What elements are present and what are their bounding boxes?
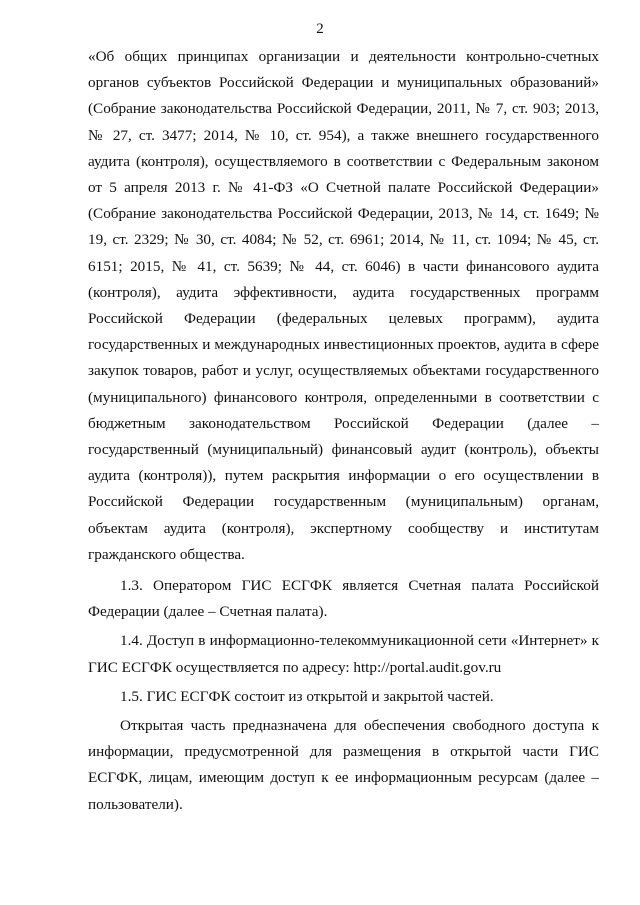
paragraph-open-part: Открытая часть предназначена для обеспечения свободного доступа к информации, предусмотренной для размещения в открытой части ГИС ЕСГФК, лицам, имеющим доступ к ее информационным ресурсам (далее – пользователи). (88, 717, 599, 813)
paragraph-item-1-3: 1.3. Оператором ГИС ЕСГФК является Счетная палата Российской Федерации (далее – Счетная палата). (88, 577, 599, 621)
paragraph-item-1-4: 1.4. Доступ в информационно-телекоммуникационной сети «Интернет» к ГИС ЕСГФК осуществляется по адресу: http://portal.audit.gov.ru (88, 632, 599, 676)
page-number: 2 (316, 21, 324, 37)
document-body (88, 44, 599, 818)
paragraph-item-1-5: 1.5. ГИС ЕСГФК состоит из открытой и закрытой частей. (120, 687, 494, 705)
paragraph-continuation: «Об общих принципах организации и деятельности контрольно-счетных органов субъектов Российской Федерации и муниципальных образований» (Собрание законодательства Российской Федерации, 2011, № 7, ст. 903; 2013, № 27, ст. 3477; 2014, № 10, ст. 954), а также внешнего государственного аудита (контроля), осуществляемого в соответствии с Федеральным законом от 5 апреля 2013 г. № 41-ФЗ «О Счетной палате Российской Федерации» (Собрание законодательства Российской Федерации, 2013, № 14, ст. 1649; № 19, ст. 2329; № 30, ст. 4084; № 52, ст. 6961; 2014, № 11, ст. 1094; № 45, ст. 6151; 2015, № 41, ст. 5639; № 44, ст. 6046) в части финансового аудита (контроля), аудита эффективности, аудита государственных программ Российской Федерации (федеральных целевых программ), аудита государственных и международных инвестиционных проектов, аудита в сфере закупок товаров, работ и услуг, осуществляемых объектами государственного (муниципального) финансового контроля, определенными в соответствии с бюджетным законодательством Российской Федерации (далее – государственный (муниципальный) финансовый аудит (контроль), объекты аудита (контроля)), путем раскрытия информации о его осуществлении в Российской Федерации государственным (муниципальным) органам, объектам аудита (контроля), экспертному сообществу и институтам гражданского общества. (88, 48, 599, 563)
